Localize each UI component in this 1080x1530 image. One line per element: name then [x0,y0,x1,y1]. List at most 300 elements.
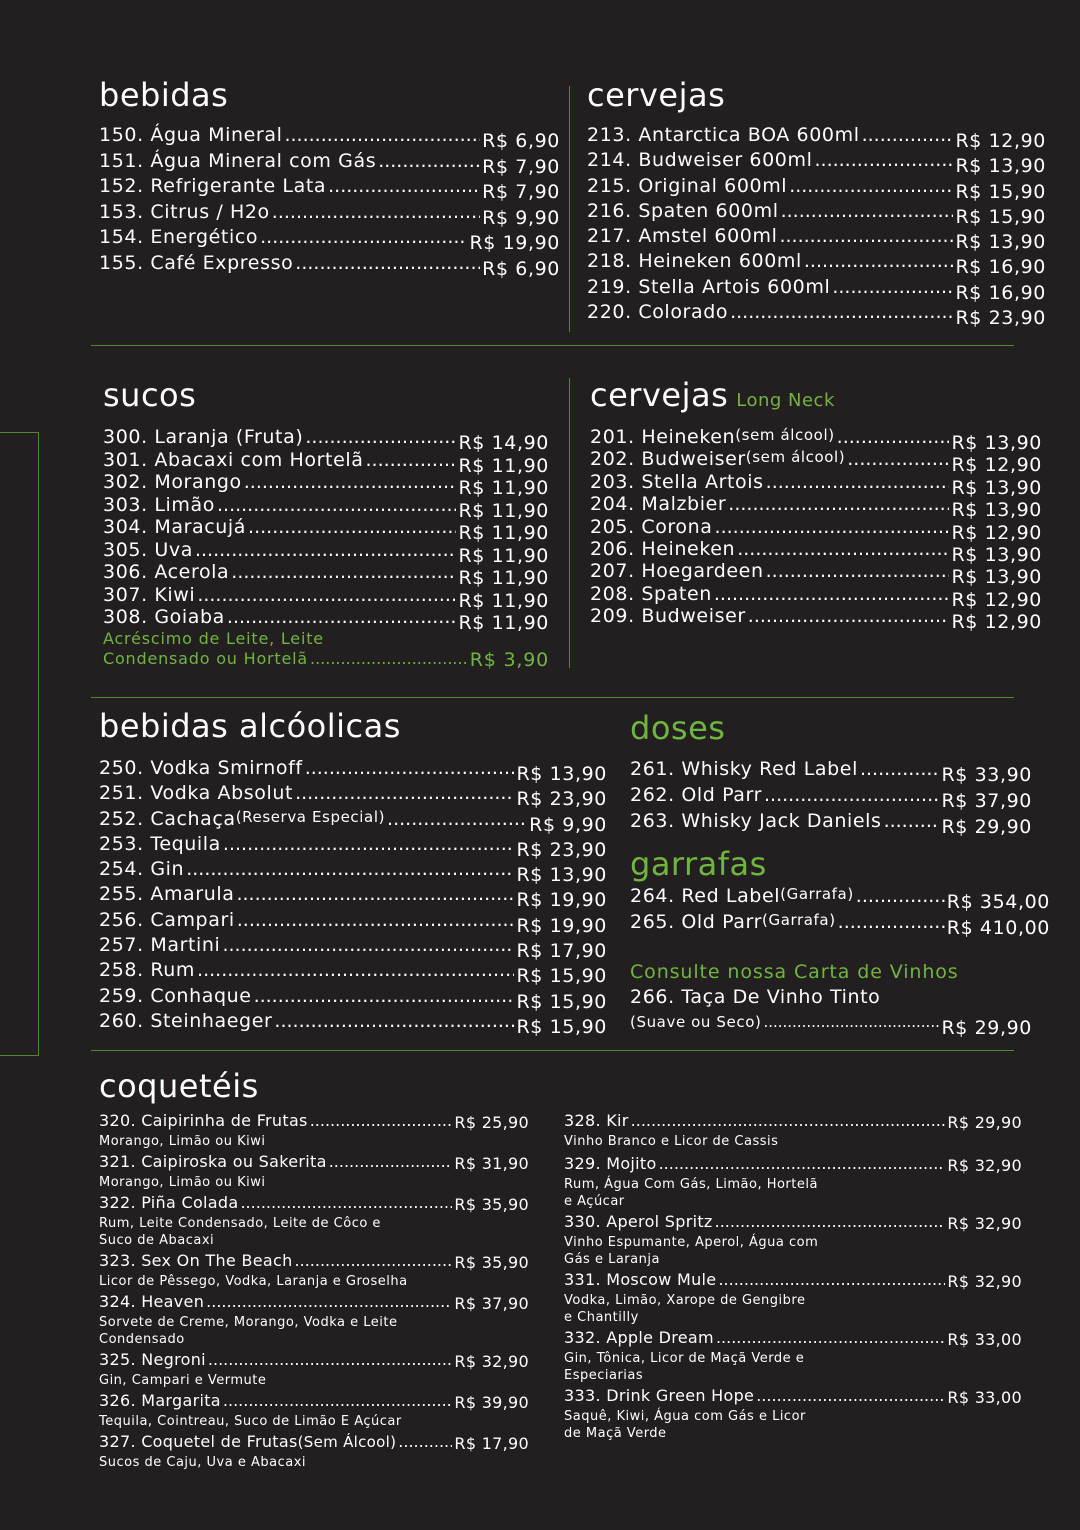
dot-leader [197,584,456,606]
item-name: 322. Piña Colada [99,1193,239,1212]
dot-leader [856,885,945,907]
cocktail-row [99,1432,529,1454]
item-name: 214. Budweiser 600ml [587,149,813,172]
dot-leader [231,561,456,583]
dot-leader [295,782,514,804]
item-name: 217. Amstel 600ml [587,225,778,248]
item-note: (Sem Álcool) [297,1433,397,1451]
list-item [103,448,549,477]
dot-leader [208,1350,453,1370]
long-neck-title: cervejas [590,376,729,414]
list-item [630,784,1032,810]
list-item [590,582,1042,611]
item-price: R$ 11,90 [458,499,549,522]
item-description: Rum, Água Com Gás, Limão, Hortelã [564,1177,818,1192]
item-name: 262. Old Parr [630,784,763,806]
item-name: 155. Café Expresso [99,251,294,274]
item-description: Gin, Campari e Vermute [99,1373,267,1388]
dot-leader [223,1391,453,1411]
item-description: Suco de Abacaxi [99,1233,215,1248]
item-note: (sem álcool) [735,426,835,444]
wine-item-name: 266. Taça De Vinho Tinto [630,986,881,1008]
list-item [564,1212,1022,1268]
item-description: Vodka, Limão, Xarope de Gengibre [564,1293,806,1308]
item-price: R$ 9,90 [529,813,607,836]
dot-leader [789,175,953,197]
list-item [587,301,1046,330]
cocktail-row [99,1251,529,1273]
item-name: 259. Conhaque [99,984,252,1007]
item-name: 321. Caipiroska ou Sakerita [99,1152,327,1171]
cocktail-row [99,1292,529,1314]
item-price: R$ 11,90 [458,477,549,499]
dot-leader [737,538,949,560]
item-description: Gás e Laranja [564,1252,660,1267]
item-price: R$ 11,90 [458,612,549,634]
list-item [99,1292,529,1348]
cocktail-row [99,1391,529,1413]
dot-leader [730,301,953,323]
section-title-alcoolicas: bebidas alcóolicas [99,707,401,745]
list-item [99,1009,607,1038]
list-item [630,911,1050,937]
item-note: (sem álcool) [745,448,846,467]
sucos-extra-note: Acréscimo de Leite, Leite [103,628,324,648]
divider-horizontal-3 [91,1050,1014,1051]
item-price: R$ 13,90 [951,566,1042,589]
item-price: R$ 19,90 [516,914,607,937]
item-price: R$ 11,90 [458,589,549,612]
dot-leader [659,1154,946,1174]
cocktail-row [564,1111,1022,1133]
dot-leader [295,1251,453,1271]
item-name: 150. Água Mineral [99,124,283,146]
item-name: 303. Limão [103,493,215,516]
item-price: R$ 12,90 [951,611,1042,634]
dot-leader [197,959,514,981]
item-price: R$ 11,90 [458,522,549,544]
item-name: 208. Spaten [590,582,712,605]
item-description: Morango, Limão ou Kiwi [99,1134,266,1149]
item-price: R$ 12,90 [951,588,1042,611]
item-price: R$ 354,00 [946,891,1050,913]
item-price: R$ 33,90 [941,764,1032,786]
item-name: 213. Antarctica BOA 600ml [587,124,860,146]
dot-leader [237,909,515,931]
item-price: R$ 29,90 [941,816,1032,838]
item-description: Vinho Espumante, Aperol, Água com [564,1235,819,1250]
wine-list-note: Consulte nossa Carta de Vinhos [630,961,959,983]
extra-name: Condensado ou Hortelã [103,648,308,668]
item-price: R$ 23,90 [955,307,1046,330]
dot-leader [631,1111,946,1131]
cocktail-row [564,1328,1022,1350]
item-name: 323. Sex On The Beach [99,1251,293,1270]
item-name: 327. Coquetel de Frutas [99,1432,298,1451]
list-item [99,226,560,252]
dot-leader [310,649,468,668]
item-name: 206. Heineken [590,537,736,560]
list-item [590,426,1042,454]
dot-leader [398,1432,452,1452]
item-price: R$ 12,90 [955,130,1046,152]
cocktail-row [564,1212,1022,1234]
item-name: 264. Red Label [630,885,781,907]
item-name: 300. Laranja (Fruta) [103,426,304,448]
item-price: R$ 15,90 [516,965,607,988]
dot-leader [186,858,514,880]
list-item [99,908,607,937]
dot-leader [236,883,514,905]
item-name: 154. Energético [99,226,259,248]
divider-vertical-middle [569,378,570,668]
item-description: de Maçã Verde [564,1426,667,1441]
garrafas-list [630,885,1050,937]
dot-leader [884,810,940,832]
list-item [590,515,1042,544]
list-item [99,124,560,150]
item-description: Licor de Pêssego, Vodka, Laranja e Groselha [99,1274,408,1289]
item-name: 220. Colorado [587,301,729,324]
list-item [564,1154,1022,1210]
list-item [99,959,607,988]
dot-leader [227,606,457,628]
item-price: R$ 15,90 [955,205,1046,228]
item-name: 333. Drink Green Hope [564,1386,755,1405]
item-name: 302. Morango [103,471,242,493]
item-name: 207. Hoegardeen [590,560,764,583]
item-name: 305. Uva [103,538,193,561]
long-neck-list [590,426,1042,634]
item-price: R$ 17,90 [454,1434,529,1453]
divider-horizontal-1 [91,345,1014,346]
divider-vertical-top [569,86,570,332]
item-name: 252. Cachaça [99,807,236,830]
list-item [587,149,1046,178]
item-price: R$ 15,90 [955,180,1046,203]
item-price: R$ 11,90 [458,454,549,477]
item-price: R$ 9,90 [482,206,560,229]
item-price: R$ 23,90 [516,788,607,811]
item-price: R$ 15,90 [516,990,607,1013]
list-item [587,174,1046,203]
item-name: 216. Spaten 600ml [587,199,779,222]
dot-leader [748,605,950,627]
item-price: R$ 11,90 [458,567,549,589]
list-item [99,984,607,1013]
list-item [630,1013,1032,1039]
item-description: e Chantilly [564,1310,639,1325]
dot-leader [310,1111,453,1131]
item-name: 254. Gin [99,858,185,881]
list-item [590,470,1042,499]
dot-leader [837,426,950,448]
dot-leader [222,934,514,956]
dot-leader [714,583,950,605]
dot-leader [766,471,950,493]
list-item [103,471,549,499]
list-item [103,538,549,567]
list-item [587,199,1046,228]
cocktail-row [564,1270,1022,1292]
list-item [103,493,549,522]
item-price: R$ 11,90 [458,544,549,567]
item-price: R$ 13,90 [951,499,1042,522]
dot-leader [387,808,527,830]
left-bracket-decoration [0,432,39,1056]
item-name: 260. Steinhaeger [99,1009,273,1032]
item-price: R$ 15,90 [516,1015,607,1038]
item-name: 329. Mojito [564,1154,657,1173]
item-price: R$ 19,90 [516,889,607,912]
item-name: 151. Água Mineral com Gás [99,149,377,172]
dot-leader [305,426,456,448]
item-name: 332. Apple Dream [564,1328,714,1347]
item-name: 257. Martini [99,934,221,957]
item-price: R$ 13,90 [955,231,1046,254]
item-price: R$ 32,90 [947,1156,1022,1175]
cocktail-row [99,1152,529,1174]
dot-leader [763,1013,939,1031]
list-item [99,858,607,887]
dot-leader [716,1328,945,1348]
sucos-list [103,426,549,671]
list-item [99,757,607,785]
dot-leader [254,985,515,1007]
cocktail-row [99,1350,529,1372]
item-name: 251. Vodka Absolut [99,782,294,805]
item-description: Rum, Leite Condensado, Leite de Côco e [99,1216,381,1231]
list-item [590,493,1042,522]
item-price: R$ 6,90 [482,257,560,280]
item-name: 255. Amarula [99,883,235,906]
item-price: R$ 32,90 [947,1214,1022,1233]
list-item [99,175,560,201]
item-name: 331. Moscow Mule [564,1270,717,1289]
dot-leader [217,494,456,516]
list-item [99,1432,529,1471]
list-item [103,583,549,612]
dot-leader [305,757,515,779]
item-note: (Garrafa) [780,885,854,903]
dot-leader [781,200,954,222]
list-item [99,1111,529,1150]
dot-leader [206,1292,452,1312]
item-name: 205. Corona [590,515,713,538]
list-item [99,252,560,278]
list-item [99,883,607,912]
item-name: 258. Rum [99,959,196,982]
item-price: R$ 7,90 [482,155,560,178]
item-price: R$ 32,90 [947,1272,1022,1291]
item-price: R$ 13,90 [951,543,1042,566]
item-name: 304. Maracujá [103,516,247,538]
item-price: R$ 13,90 [955,155,1046,178]
item-price: R$ 16,90 [955,256,1046,279]
item-description: Morango, Limão ou Kiwi [99,1175,266,1190]
item-price: R$ 32,90 [454,1352,529,1371]
item-description: Tequila, Cointreau, Suco de Limão E Açúcar [99,1414,402,1429]
list-item [99,1350,529,1389]
item-price: R$ 25,90 [454,1113,529,1132]
dot-leader [272,201,480,223]
section-title-doses: doses [630,709,726,747]
item-note: (Reserva Especial) [235,807,386,826]
wine-item-detail: (Suave ou Seco) [630,1013,762,1031]
item-name: 301. Abacaxi com Hortelã [103,448,364,471]
dot-leader [804,250,954,272]
dot-leader [248,516,456,538]
list-item [99,782,607,811]
item-name: 328. Kir [564,1111,629,1130]
list-item [99,934,607,963]
long-neck-subtitle: Long Neck [736,390,835,411]
section-title-garrafas: garrafas [630,845,767,883]
item-name: 263. Whisky Jack Daniels [630,810,882,832]
item-price: R$ 17,90 [516,940,607,963]
dot-leader [244,471,457,493]
list-item [587,250,1046,279]
item-description: Sorvete de Creme, Morango, Vodka e Leite [99,1315,398,1330]
dot-leader [366,449,457,471]
dot-leader [847,448,949,470]
section-title-long-neck [590,376,835,414]
list-item [99,1391,529,1430]
item-price: R$ 29,90 [941,1017,1032,1039]
dot-leader [295,252,480,274]
doses-list [630,758,1032,836]
list-item [630,758,1032,784]
coqueteis-list-right [564,1111,1022,1444]
item-name: 204. Malzbier [590,493,727,516]
item-name: 265. Old Parr [630,911,763,933]
list-item [630,885,1050,911]
dot-leader [223,833,515,855]
divider-horizontal-2 [91,697,1014,698]
extra-price: R$ 3,90 [469,648,549,671]
dot-leader [764,784,939,806]
sucos-extra-row [103,649,549,671]
item-description: Sucos de Caju, Uva e Abacaxi [99,1455,307,1470]
dot-leader [728,493,949,515]
item-name: 308. Goiaba [103,606,225,628]
list-item [590,448,1042,477]
list-item [99,832,607,861]
item-description: Especiarias [564,1368,644,1383]
cervejas-list [587,124,1046,330]
item-description: e Açúcar [564,1194,625,1209]
item-name: 325. Negroni [99,1350,206,1369]
dot-leader [274,1010,514,1032]
dot-leader [329,1152,453,1172]
list-item [103,426,549,454]
item-name: 256. Campari [99,908,235,931]
item-price: R$ 12,90 [951,454,1042,477]
list-item [590,605,1042,634]
cocktail-row [99,1111,529,1133]
item-price: R$ 35,90 [454,1253,529,1272]
item-name: 324. Heaven [99,1292,205,1311]
item-name: 307. Kiwi [103,583,196,606]
item-name: 320. Caipirinha de Frutas [99,1111,308,1130]
item-price: R$ 33,00 [947,1388,1022,1407]
item-name: 250. Vodka Smirnoff [99,757,303,779]
item-name: 326. Margarita [99,1391,221,1410]
dot-leader [860,758,940,780]
dot-leader [715,1212,946,1232]
list-item [99,807,607,836]
list-item [99,1193,529,1249]
item-price: R$ 29,90 [947,1113,1022,1132]
item-price: R$ 23,90 [516,838,607,861]
dot-leader [838,911,945,933]
dot-leader [718,1270,945,1290]
item-name: 152. Refrigerante Lata [99,175,327,197]
list-item [564,1328,1022,1384]
list-item [103,606,549,634]
section-title-bebidas: bebidas [99,76,229,114]
section-title-cervejas: cervejas [587,76,726,114]
bebidas-list [99,124,560,280]
dot-leader [378,150,480,172]
list-item [99,1251,529,1290]
dot-leader [766,560,950,582]
list-item [99,1152,529,1191]
dot-leader [862,124,954,146]
item-price: R$ 7,90 [482,181,560,203]
list-item [564,1111,1022,1150]
alcoolicas-list [99,757,607,1038]
item-name: 330. Aperol Spritz [564,1212,713,1231]
item-description: Condensado [99,1332,185,1347]
item-name: 202. Budweiser [590,448,746,471]
item-price: R$ 31,90 [454,1154,529,1173]
list-item [103,561,549,589]
cocktail-row [99,1193,529,1215]
dot-leader [260,226,467,248]
item-note: (Garrafa) [762,911,836,929]
coqueteis-list-left [99,1111,529,1473]
list-item [587,275,1046,304]
item-description: Vinho Branco e Licor de Cassis [564,1134,779,1149]
list-item [564,1270,1022,1326]
list-item [590,537,1042,566]
item-name: 306. Acerola [103,561,230,583]
item-name: 153. Citrus / H2o [99,200,270,223]
item-price: R$ 12,90 [951,521,1042,544]
item-price: R$ 16,90 [955,281,1046,304]
item-price: R$ 13,90 [516,864,607,887]
item-price: R$ 37,90 [941,790,1032,812]
item-description: Saquê, Kiwi, Água com Gás e Licor [564,1409,806,1424]
item-price: R$ 39,90 [454,1393,529,1412]
list-item [99,150,560,176]
item-price: R$ 6,90 [482,130,560,152]
item-price: R$ 13,90 [951,432,1042,454]
dot-leader [328,175,480,197]
item-name: 219. Stella Artois 600ml [587,275,831,298]
list-item [630,810,1032,836]
item-price: R$ 13,90 [951,476,1042,499]
item-price: R$ 19,90 [469,232,560,254]
dot-leader [715,516,950,538]
list-item [587,225,1046,254]
wine-item-row [630,1013,1032,1039]
cocktail-row [564,1154,1022,1176]
cocktail-row [564,1386,1022,1408]
item-name: 253. Tequila [99,832,221,855]
item-price: R$ 35,90 [454,1195,529,1214]
